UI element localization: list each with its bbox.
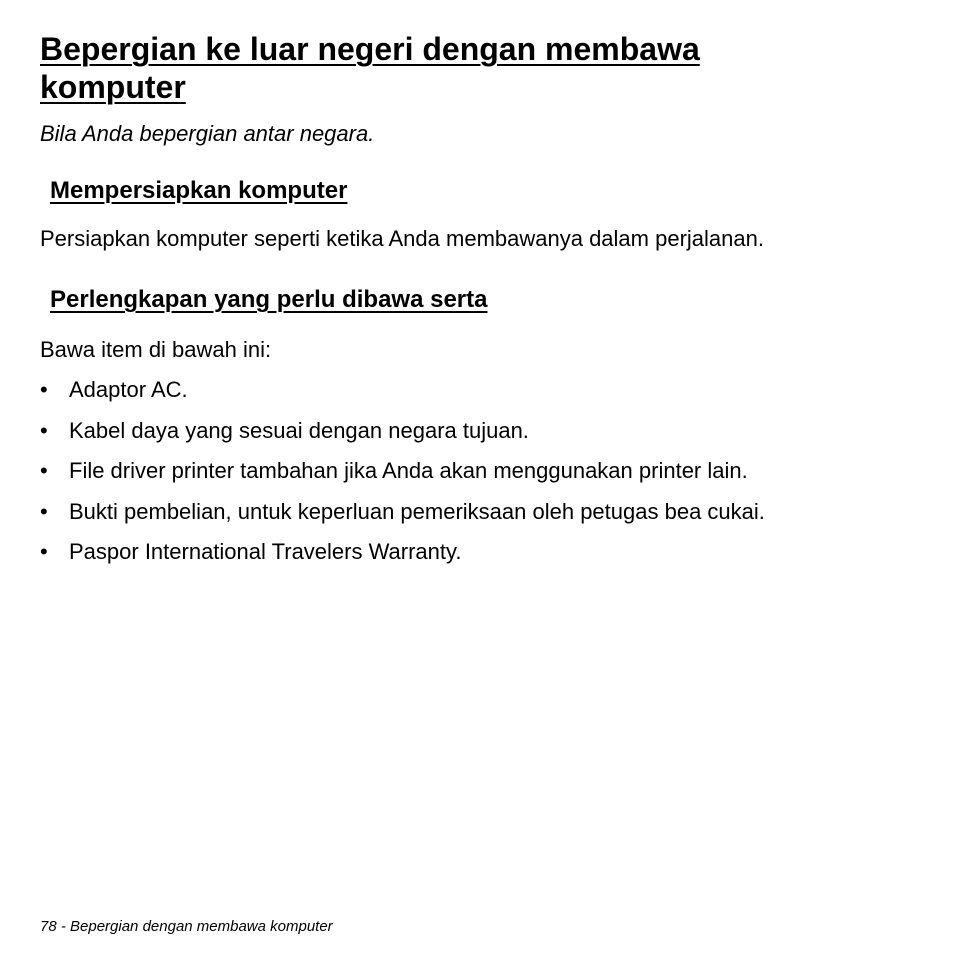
section-heading: Mempersiapkan komputer bbox=[50, 177, 348, 204]
list-item-text: Bukti pembelian, untuk keperluan pemeriksaan oleh petugas bea cukai. bbox=[69, 498, 765, 524]
page-title: Bepergian ke luar negeri dengan membawa komputer bbox=[40, 31, 700, 105]
section-equipment bbox=[40, 255, 914, 568]
list-item bbox=[40, 414, 914, 447]
list-item-text: File driver printer tambahan jika Anda akan menggunakan printer lain. bbox=[69, 458, 748, 484]
bullet-icon: • bbox=[40, 498, 48, 524]
section-paragraph: Persiapkan komputer seperti ketika Anda membawanya dalam perjalanan. bbox=[40, 226, 764, 251]
bullet-icon: • bbox=[40, 377, 48, 402]
section-prepare-computer bbox=[40, 148, 914, 255]
document-page bbox=[40, 30, 914, 576]
list-item bbox=[40, 495, 914, 528]
list-item bbox=[40, 535, 914, 568]
bullet-icon: • bbox=[40, 417, 48, 443]
list-item bbox=[40, 454, 914, 487]
bullet-icon: • bbox=[40, 539, 48, 565]
equipment-list bbox=[40, 373, 914, 568]
section-paragraph: Bawa item di bawah ini: bbox=[40, 337, 272, 362]
page-footer: 78 - Bepergian dengan membawa komputer bbox=[40, 918, 333, 935]
list-item bbox=[40, 373, 914, 406]
list-item-text: Paspor International Travelers Warranty. bbox=[69, 539, 462, 565]
list-item-text: Kabel daya yang sesuai dengan negara tujuan. bbox=[69, 417, 529, 443]
list-item-text: Adaptor AC. bbox=[69, 377, 188, 402]
bullet-icon: • bbox=[40, 458, 48, 484]
page-subtitle: Bila Anda bepergian antar negara. bbox=[40, 121, 375, 146]
section-heading: Perlengkapan yang perlu dibawa serta bbox=[50, 286, 488, 313]
